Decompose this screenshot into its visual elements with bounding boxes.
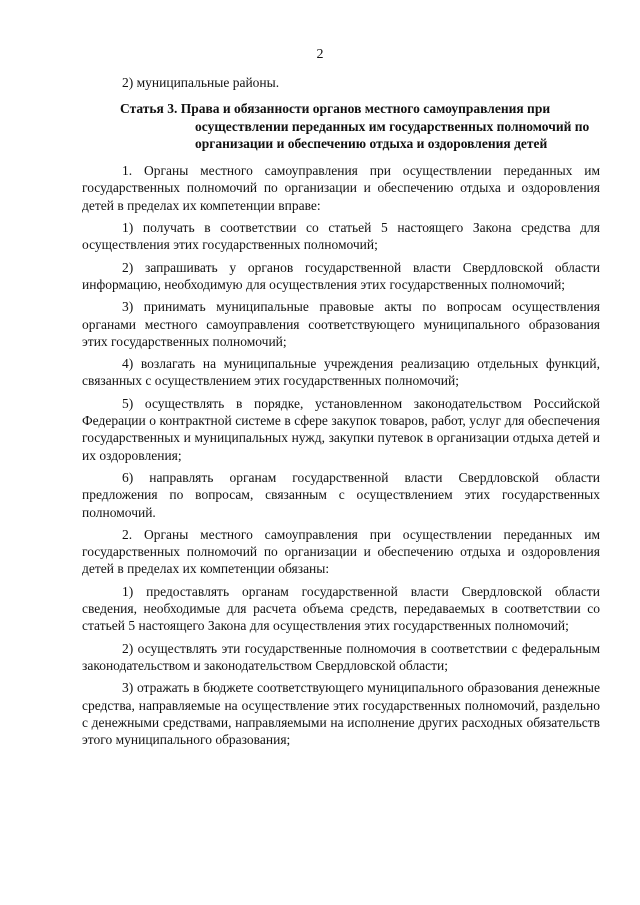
paragraph: 2) запрашивать у органов государственной власти Свердловской области информацию, необходимую для осуществления этих государственных полномочий; [82, 259, 600, 292]
paragraph: 5) осуществлять в порядке, установленном законодательством Российской Федерации о контрактной системе в сфере закупок товаров, работ, услуг для обеспечения государственных и муниципальных нужд, закупки путевок в организации отдыха детей и их оздоровления; [82, 395, 600, 463]
paragraph: 1) предоставлять органам государственной власти Свердловской области сведения, необходимые для расчета объема средств, передаваемых в соответствии со статьей 5 настоящего Закона для осуществления этих государственных полномочий; [82, 583, 600, 634]
paragraph: 3) отражать в бюджете соответствующего муниципального образования денежные средства, направляемые на осуществление этих государственных полномочий, раздельно с денежными средствами, направляемыми на исполнение других расходных обязательств этого муниципального образования; [82, 680, 600, 748]
paragraph: 2. Органы местного самоуправления при осуществлении переданных им государственных полномочий по организации и обеспечению отдыха и оздоровления детей в пределах их компетенции обязаны: [82, 526, 600, 577]
paragraph: 1) получать в соответствии со статьей 5 настоящего Закона средства для осуществления этих государственных полномочий; [82, 220, 600, 253]
paragraph: 2) осуществлять эти государственные полномочия в соответствии с федеральным законодательством и законодательством Свердловской области; [82, 640, 600, 673]
article-3-heading: Статья 3. Права и обязанности органов местного самоуправления при осуществлении переданных им государственных полномочий по организации и обеспечению отдыха и оздоровления детей [120, 101, 590, 151]
paragraph: 3) принимать муниципальные правовые акты по вопросам осуществления органами местного самоуправления соответствующего муниципального образования этих государственных полномочий; [82, 299, 600, 349]
page-number: 2 [316, 47, 324, 62]
paragraph: 1. Органы местного самоуправления при осуществлении переданных им государственных полномочий по организации и обеспечению отдыха и оздоровления детей в пределах их компетенции вправе: [82, 163, 600, 213]
paragraph: 4) возлагать на муниципальные учреждения реализацию отдельных функций, связанных с осуществлением этих государственных полномочий; [82, 356, 600, 389]
document-body [82, 74, 600, 753]
paragraph: 6) направлять органам государственной власти Свердловской области предложения по вопросам, связанным с осуществлением этих государственных полномочий. [82, 469, 600, 520]
list-item-municipal-districts: 2) муниципальные районы. [122, 75, 280, 90]
